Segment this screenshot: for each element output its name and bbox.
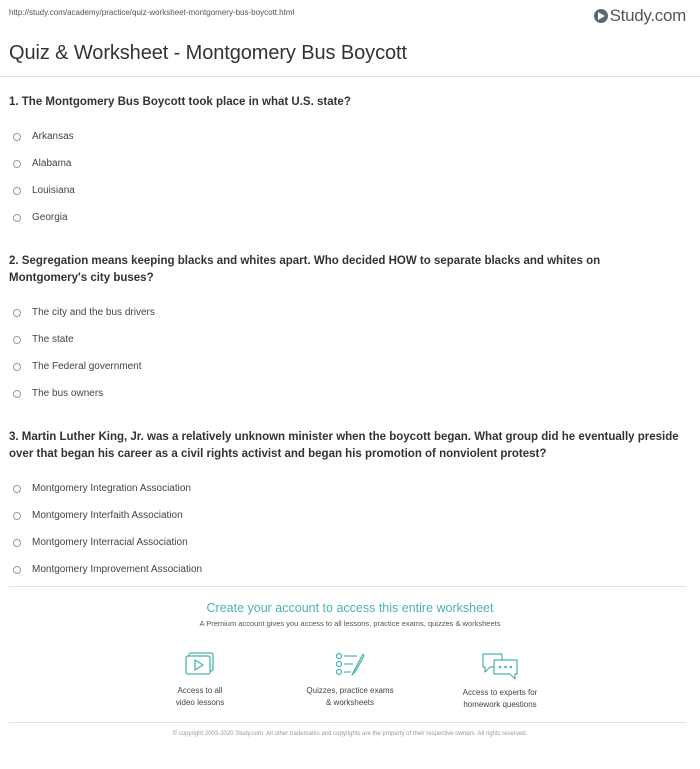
question-text: 3. Martin Luther King, Jr. was a relatively unknown minister when the boycott began. What group did he eventually preside over that began his career as a civil rights activist and began his promotion of nonviolent protest? xyxy=(9,431,679,460)
cta-subtitle: A Premium account gives you access to all lessons, practice exams, quizzes & worksheets xyxy=(199,619,501,628)
play-circle-icon xyxy=(594,9,608,23)
answer-option[interactable] xyxy=(9,123,679,150)
answer-option[interactable] xyxy=(9,556,679,583)
feature-experts xyxy=(445,651,555,711)
signup-cta xyxy=(0,601,700,628)
page-title: Quiz & Worksheet - Montgomery Bus Boycott xyxy=(9,42,407,64)
question-text: 2. Segregation means keeping blacks and whites apart. Who decided HOW to separate blacks and whites on Montgomery's city buses? xyxy=(9,255,601,284)
answer-option[interactable] xyxy=(9,177,679,204)
question-list xyxy=(9,94,679,605)
title-divider xyxy=(0,76,700,77)
feature-label-line2: & worksheets xyxy=(325,698,375,707)
feature-label xyxy=(295,685,405,709)
feature-label-line2: video lessons xyxy=(175,698,225,707)
option-label: The Federal government xyxy=(32,361,142,372)
radio-button[interactable] xyxy=(13,133,21,141)
radio-button[interactable] xyxy=(13,160,21,168)
radio-button[interactable] xyxy=(13,214,21,222)
cta-title-link[interactable]: Create your account to access this entire worksheet xyxy=(206,601,494,615)
radio-button[interactable] xyxy=(13,309,21,317)
feature-label-line2: homework questions xyxy=(463,700,537,709)
feature-label-line1: Quizzes, practice exams xyxy=(306,686,394,695)
radio-button[interactable] xyxy=(13,390,21,398)
radio-button[interactable] xyxy=(13,512,21,520)
top-bar xyxy=(9,7,686,29)
feature-label-line1: Access to all xyxy=(177,686,223,695)
question-1 xyxy=(9,94,679,231)
option-label: The bus owners xyxy=(32,388,104,399)
option-label: Montgomery Improvement Association xyxy=(32,564,203,575)
footer-divider xyxy=(9,722,686,723)
radio-button[interactable] xyxy=(13,539,21,547)
feature-label xyxy=(145,685,255,709)
answer-option[interactable] xyxy=(9,475,679,502)
feature-list xyxy=(0,651,700,711)
option-label: Montgomery Interfaith Association xyxy=(32,510,183,521)
option-label: Arkansas xyxy=(32,131,74,142)
option-label: The city and the bus drivers xyxy=(32,307,155,318)
answer-option[interactable] xyxy=(9,502,679,529)
radio-button[interactable] xyxy=(13,187,21,195)
video-lessons-icon xyxy=(183,651,217,679)
feature-video-lessons xyxy=(145,651,255,711)
answer-option[interactable] xyxy=(9,353,679,380)
option-label: Louisiana xyxy=(32,185,75,196)
logo-text: Study.com xyxy=(609,6,686,25)
feature-label xyxy=(445,687,555,711)
answer-option[interactable] xyxy=(9,299,679,326)
option-label: Montgomery Integration Association xyxy=(32,483,191,494)
cta-divider xyxy=(9,586,686,587)
feature-quizzes xyxy=(295,651,405,711)
option-label: The state xyxy=(32,334,74,345)
radio-button[interactable] xyxy=(13,566,21,574)
answer-option[interactable] xyxy=(9,380,679,407)
question-3 xyxy=(9,429,679,583)
answer-option[interactable] xyxy=(9,150,679,177)
radio-button[interactable] xyxy=(13,363,21,371)
feature-label-line1: Access to experts for xyxy=(462,688,538,697)
answer-option[interactable] xyxy=(9,326,679,353)
radio-button[interactable] xyxy=(13,336,21,344)
question-text: 1. The Montgomery Bus Boycott took place in what U.S. state? xyxy=(9,96,351,108)
quiz-checklist-icon xyxy=(333,651,367,679)
question-2 xyxy=(9,253,679,407)
option-label: Montgomery Interracial Association xyxy=(32,537,188,548)
footer-copyright: © copyright 2003-2020 Study.com. All other trademarks and copyrights are the property of their respective owners. All rights reserved. xyxy=(172,731,528,737)
chat-bubbles-icon xyxy=(480,651,520,681)
radio-button[interactable] xyxy=(13,485,21,493)
option-label: Alabama xyxy=(32,158,72,169)
page-url: http://study.com/academy/practice/quiz-worksheet-montgomery-bus-boycott.html xyxy=(9,8,295,17)
study-logo[interactable] xyxy=(594,6,686,26)
answer-option[interactable] xyxy=(9,204,679,231)
answer-option[interactable] xyxy=(9,529,679,556)
option-label: Georgia xyxy=(32,212,68,223)
